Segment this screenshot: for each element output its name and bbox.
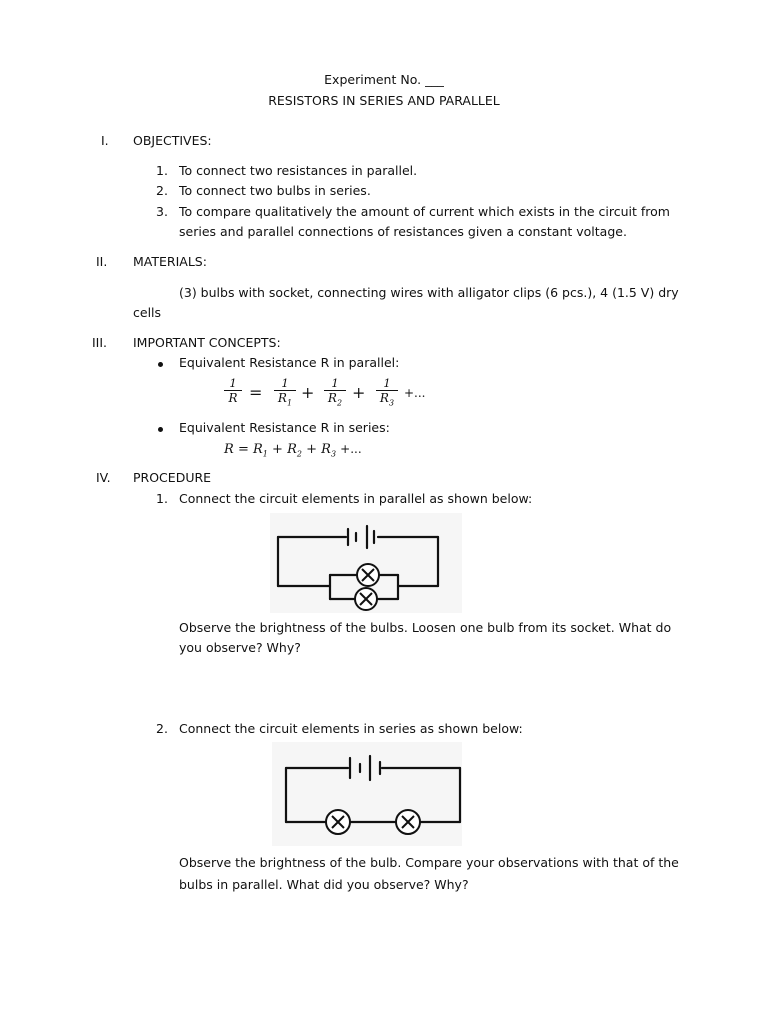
plus-sign: + xyxy=(352,383,366,402)
fraction-1-over-r: 1 R xyxy=(224,377,242,405)
bullet-icon xyxy=(158,427,163,432)
objective-text: To connect two bulbs in series. xyxy=(179,183,371,198)
plus-sign: + xyxy=(301,383,315,402)
observation-text-continued: bulbs in parallel. What did you observe? Why? xyxy=(179,877,469,892)
procedure-step-text: Connect the circuit elements in series as shown below: xyxy=(179,721,523,736)
bulb-icon xyxy=(357,564,379,586)
materials-text: (3) bulbs with socket, connecting wires with alligator clips (6 pcs.), 4 (1.5 V) dry xyxy=(179,285,679,300)
bulb-icon xyxy=(396,810,420,834)
objective-text: To compare qualitatively the amount of current which exists in the circuit from xyxy=(179,204,670,219)
section-numeral-procedure: IV. xyxy=(96,470,111,485)
document-title: RESISTORS IN SERIES AND PARALLEL xyxy=(268,93,500,108)
materials-text-continued: cells xyxy=(133,305,162,320)
section-heading-concepts: IMPORTANT CONCEPTS: xyxy=(133,335,281,350)
objective-text: To connect two resistances in parallel. xyxy=(179,163,418,178)
objective-text-continued: series and parallel connections of resistances given a constant voltage. xyxy=(179,224,627,239)
series-resistance-label: Equivalent Resistance R in series: xyxy=(179,420,390,435)
bulb-icon xyxy=(326,810,350,834)
equals-sign: = xyxy=(249,383,263,402)
bullet-icon xyxy=(158,362,163,367)
bulb-icon xyxy=(355,588,377,610)
parallel-circuit-diagram xyxy=(270,513,462,613)
observation-text: Observe the brightness of the bulb. Compare your observations with that of the xyxy=(179,855,679,870)
section-numeral-objectives: I. xyxy=(101,133,109,148)
experiment-number: Experiment No. ___ xyxy=(324,72,444,87)
objective-number: 1. xyxy=(156,163,168,178)
fraction-1-over-r3: 1 $R_3$ xyxy=(376,377,398,409)
series-formula: $R = R_1 + R_2 + R_3$ +... xyxy=(224,442,362,459)
observation-text: Observe the brightness of the bulbs. Loosen one bulb from its socket. What do xyxy=(179,620,672,635)
series-circuit-diagram xyxy=(272,742,462,846)
objective-number: 2. xyxy=(156,183,168,198)
procedure-step-text: Connect the circuit elements in parallel as shown below: xyxy=(179,491,533,506)
fraction-1-over-r1: 1 $R_1$ xyxy=(274,377,296,409)
objective-number: 3. xyxy=(156,204,168,219)
formula-continuation: +... xyxy=(404,386,426,400)
procedure-step-number: 2. xyxy=(156,721,168,736)
section-numeral-materials: II. xyxy=(96,254,108,269)
section-numeral-concepts: III. xyxy=(92,335,108,350)
observation-text-continued: you observe? Why? xyxy=(179,640,301,655)
section-heading-objectives: OBJECTIVES: xyxy=(133,133,212,148)
procedure-step-number: 1. xyxy=(156,491,168,506)
parallel-resistance-label: Equivalent Resistance R in parallel: xyxy=(179,355,400,370)
fraction-1-over-r2: 1 $R_2$ xyxy=(324,377,346,409)
section-heading-procedure: PROCEDURE xyxy=(133,470,212,485)
section-heading-materials: MATERIALS: xyxy=(133,254,207,269)
